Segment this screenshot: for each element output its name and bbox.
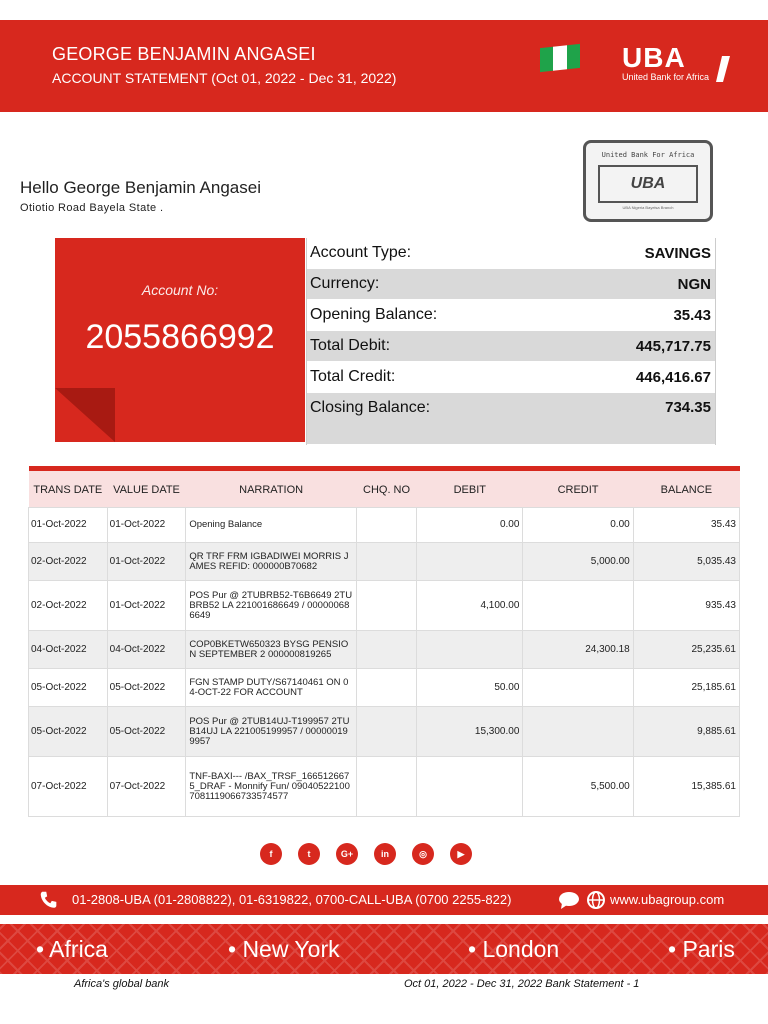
value-date: 04-Oct-2022 bbox=[107, 631, 186, 669]
credit: 0.00 bbox=[523, 508, 633, 543]
summary-row-account-type bbox=[307, 238, 715, 269]
youtube-icon[interactable]: ▶ bbox=[450, 843, 472, 865]
statement-title: ACCOUNT STATEMENT (Oct 01, 2022 - Dec 31, 2022) bbox=[52, 70, 397, 86]
col-trans-date: TRANS DATE bbox=[29, 469, 108, 508]
summary-value: NGN bbox=[677, 275, 711, 293]
credit bbox=[523, 581, 633, 631]
credit: 5,500.00 bbox=[523, 757, 633, 817]
summary-value: 35.43 bbox=[673, 306, 711, 324]
chq-no bbox=[356, 543, 416, 581]
facebook-icon[interactable]: f bbox=[260, 843, 282, 865]
balance: 35.43 bbox=[633, 508, 739, 543]
summary-label: Opening Balance: bbox=[310, 306, 438, 323]
col-chq-no: CHQ. NO bbox=[356, 469, 416, 508]
trans-date: 04-Oct-2022 bbox=[29, 631, 108, 669]
summary-row-closing-balance bbox=[307, 393, 715, 445]
value-date: 05-Oct-2022 bbox=[107, 707, 186, 757]
narration: POS Pur @ 2TUB14UJ-T199957 2TUB14UJ LA 221005199957 / 000000199957 bbox=[186, 707, 357, 757]
value-date: 07-Oct-2022 bbox=[107, 757, 186, 817]
cities-banner bbox=[0, 924, 768, 974]
account-number: 2055866992 bbox=[85, 318, 275, 356]
account-number-label: Account No: bbox=[141, 282, 219, 298]
linkedin-icon[interactable]: in bbox=[374, 843, 396, 865]
balance: 15,385.61 bbox=[633, 757, 739, 817]
logo-text: UBA bbox=[622, 42, 686, 73]
narration: QR TRF FRM IGBADIWEI MORRIS JAMES REFID: 000000B70682 bbox=[186, 543, 357, 581]
col-debit: DEBIT bbox=[417, 469, 523, 508]
credit: 5,000.00 bbox=[523, 543, 633, 581]
table-row bbox=[29, 707, 740, 757]
website-link[interactable]: www.ubagroup.com bbox=[610, 892, 725, 907]
chq-no bbox=[356, 631, 416, 669]
balance: 5,035.43 bbox=[633, 543, 739, 581]
banner-pattern bbox=[0, 924, 768, 974]
stamp-bottom-text: UBA Nigeria Bayelsa Branch bbox=[622, 205, 674, 210]
summary-value: SAVINGS bbox=[644, 244, 711, 262]
google-plus-icon[interactable]: G+ bbox=[336, 843, 358, 865]
uba-mark-icon bbox=[714, 56, 730, 82]
chq-no bbox=[356, 581, 416, 631]
table-row bbox=[29, 581, 740, 631]
table-row bbox=[29, 757, 740, 817]
narration: FGN STAMP DUTY/S67140461 ON 04-OCT-22 FOR ACCOUNT bbox=[186, 669, 357, 707]
table-row bbox=[29, 543, 740, 581]
summary-row-total-debit bbox=[307, 331, 715, 362]
logo-subtitle: United Bank for Africa bbox=[622, 72, 710, 82]
account-summary bbox=[306, 238, 716, 445]
credit bbox=[523, 707, 633, 757]
summary-value: 446,416.67 bbox=[635, 368, 711, 386]
customer-name: GEORGE BENJAMIN ANGASEI bbox=[52, 44, 316, 64]
balance: 935.43 bbox=[633, 581, 739, 631]
debit: 0.00 bbox=[417, 508, 523, 543]
summary-label: Total Debit: bbox=[310, 337, 391, 354]
summary-value: 445,717.75 bbox=[635, 337, 711, 355]
city-new-york: • New York bbox=[228, 936, 340, 962]
balance: 9,885.61 bbox=[633, 707, 739, 757]
phone-icon bbox=[38, 889, 60, 911]
bank-stamp bbox=[583, 140, 713, 222]
table-header-row bbox=[29, 469, 740, 508]
table-row bbox=[29, 631, 740, 669]
contact-bar bbox=[0, 885, 768, 915]
narration: TNF-BAXI--- /BAX_TRSF_1665126675_DRAF - Monnify Fun/ 090405221007081119066733574577 bbox=[186, 757, 357, 817]
chq-no bbox=[356, 707, 416, 757]
uba-logo bbox=[622, 42, 709, 82]
transactions-table bbox=[28, 466, 740, 817]
balance: 25,185.61 bbox=[633, 669, 739, 707]
globe-icon bbox=[586, 890, 606, 910]
credit: 24,300.18 bbox=[523, 631, 633, 669]
phone-numbers: 01-2808-UBA (01-2808822), 01-6319822, 0700-CALL-UBA (0700 2255-822) bbox=[72, 892, 512, 907]
trans-date: 02-Oct-2022 bbox=[29, 581, 108, 631]
narration: Opening Balance bbox=[186, 508, 357, 543]
trans-date: 05-Oct-2022 bbox=[29, 707, 108, 757]
trans-date: 05-Oct-2022 bbox=[29, 669, 108, 707]
summary-label: Currency: bbox=[310, 275, 380, 292]
value-date: 05-Oct-2022 bbox=[107, 669, 186, 707]
stamp-logo-box bbox=[598, 165, 698, 203]
footer-tagline: Africa's global bank bbox=[74, 978, 170, 990]
narration: POS Pur @ 2TUBRB52-T6B6649 2TUBRB52 LA 221001686649 / 000000686649 bbox=[186, 581, 357, 631]
summary-label: Account Type: bbox=[310, 244, 412, 261]
col-narration: NARRATION bbox=[186, 469, 357, 508]
trans-date: 07-Oct-2022 bbox=[29, 757, 108, 817]
trans-date: 01-Oct-2022 bbox=[29, 508, 108, 543]
balance: 25,235.61 bbox=[633, 631, 739, 669]
summary-label: Total Credit: bbox=[310, 368, 396, 385]
chat-icon bbox=[558, 891, 580, 909]
instagram-icon[interactable]: ◎ bbox=[412, 843, 434, 865]
debit bbox=[417, 543, 523, 581]
debit bbox=[417, 757, 523, 817]
social-links bbox=[260, 843, 472, 865]
city-paris: • Paris bbox=[668, 936, 735, 962]
twitter-icon[interactable]: t bbox=[298, 843, 320, 865]
top-strip bbox=[0, 0, 768, 20]
footer-page-info: Oct 01, 2022 - Dec 31, 2022 Bank Statement - 1 bbox=[404, 978, 640, 990]
value-date: 01-Oct-2022 bbox=[107, 543, 186, 581]
nigeria-flag-icon bbox=[540, 44, 580, 72]
summary-row-currency bbox=[307, 269, 715, 300]
trans-date: 02-Oct-2022 bbox=[29, 543, 108, 581]
chq-no bbox=[356, 669, 416, 707]
narration: COP0BKETW650323 BYSG PENSION SEPTEMBER 2 000000819265 bbox=[186, 631, 357, 669]
credit bbox=[523, 669, 633, 707]
city-london: • London bbox=[468, 936, 560, 962]
stamp-center-text: UBA bbox=[630, 175, 666, 192]
customer-address: Otiotio Road Bayela State . bbox=[20, 202, 164, 214]
table-row bbox=[29, 669, 740, 707]
summary-row-total-credit bbox=[307, 362, 715, 393]
city-africa: • Africa bbox=[36, 936, 108, 962]
chq-no bbox=[356, 757, 416, 817]
debit: 4,100.00 bbox=[417, 581, 523, 631]
table-row bbox=[29, 508, 740, 543]
debit: 15,300.00 bbox=[417, 707, 523, 757]
greeting: Hello George Benjamin Angasei bbox=[20, 178, 261, 197]
col-credit: CREDIT bbox=[523, 469, 633, 508]
statement-header bbox=[0, 20, 768, 112]
chq-no bbox=[356, 508, 416, 543]
value-date: 01-Oct-2022 bbox=[107, 508, 186, 543]
stamp-top-text: United Bank For Africa bbox=[601, 151, 695, 159]
debit bbox=[417, 631, 523, 669]
col-value-date: VALUE DATE bbox=[107, 469, 186, 508]
debit: 50.00 bbox=[417, 669, 523, 707]
summary-row-opening-balance bbox=[307, 300, 715, 331]
col-balance: BALANCE bbox=[633, 469, 739, 508]
summary-label: Closing Balance: bbox=[310, 399, 431, 416]
summary-value: 734.35 bbox=[665, 399, 711, 416]
value-date: 01-Oct-2022 bbox=[107, 581, 186, 631]
